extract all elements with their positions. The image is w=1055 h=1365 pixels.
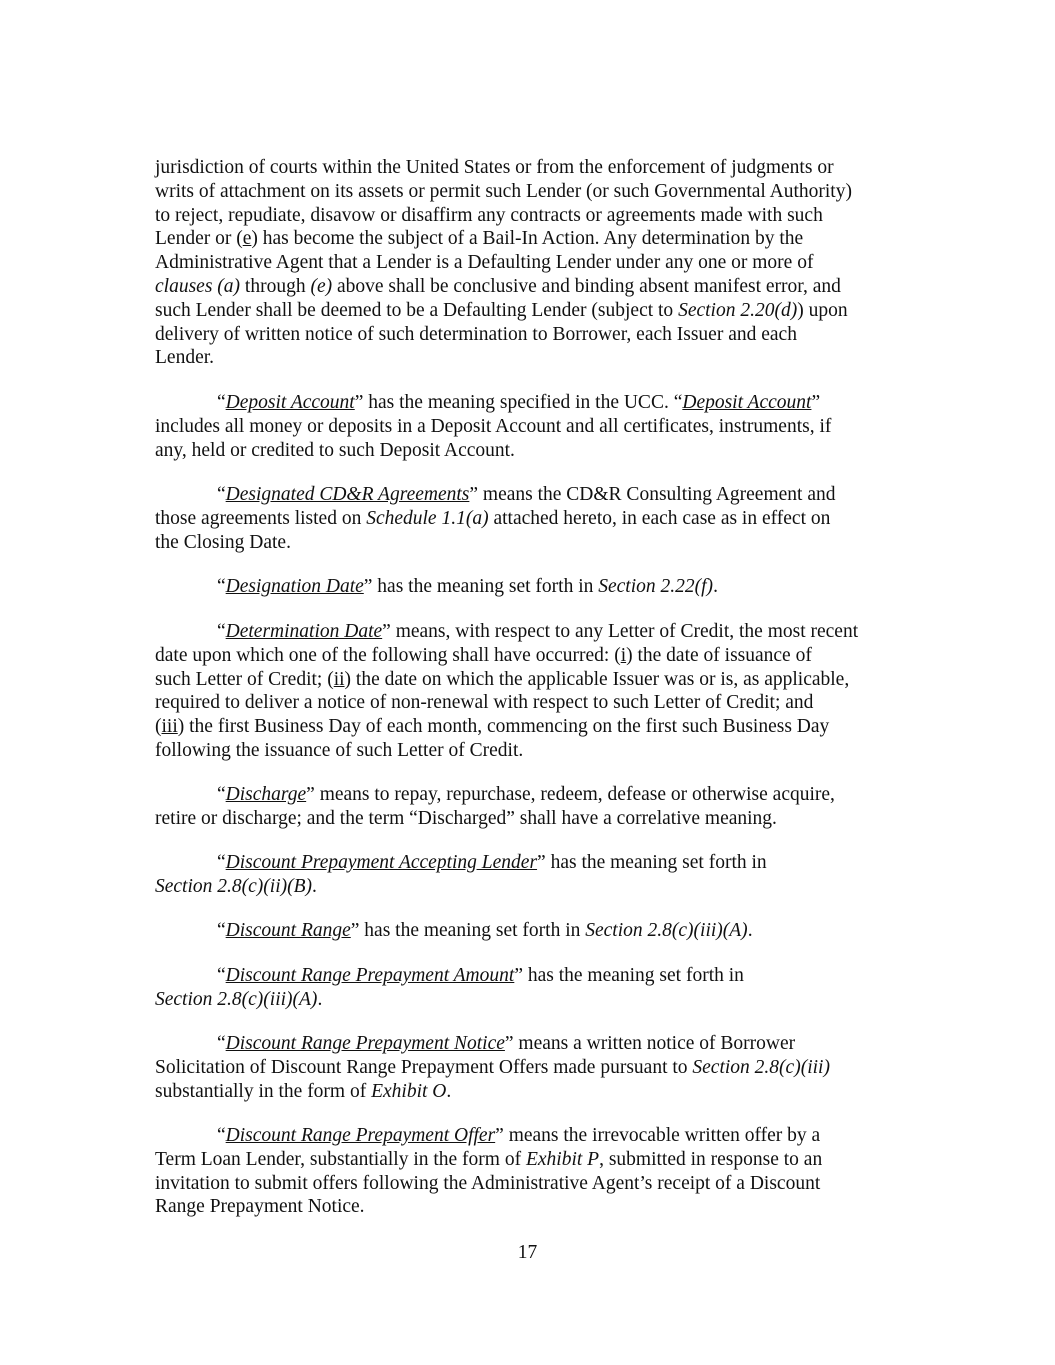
clause-reference: e <box>242 228 252 250</box>
text-fragment: . <box>446 1080 452 1102</box>
text-fragment: Term Loan Lender, substantially in the form of <box>155 1148 526 1170</box>
text-line <box>155 988 907 1012</box>
text-line <box>155 783 907 807</box>
text-line <box>155 483 907 507</box>
text-line <box>155 875 907 899</box>
definition-deposit-account <box>155 391 907 462</box>
text-fragment: above shall be conclusive and binding absent manifest error, and <box>332 275 841 297</box>
text-line: jurisdiction of courts within the United States or from the enforcement of judgments or <box>155 157 834 178</box>
text-fragment: ” has the meaning set forth in <box>350 920 586 941</box>
text-line <box>155 1124 907 1148</box>
text-line <box>155 1080 907 1104</box>
defined-term: Deposit Account <box>225 392 355 413</box>
section-reference: Section 2.8(c)(ii)(B) <box>155 875 313 897</box>
definition-discount-range <box>155 919 907 943</box>
defined-term: Discount Range <box>225 920 351 941</box>
text-fragment: Solicitation of Discount Range Prepayment Offers made pursuant to <box>155 1056 693 1078</box>
definition-designation-date <box>155 575 907 599</box>
text-line: writs of attachment on its assets or permit such Lender (or such Governmental Authority) <box>155 180 852 202</box>
text-fragment: ” <box>811 392 821 413</box>
definition-discount-prepayment-accepting-lender <box>155 851 907 899</box>
text-fragment: “ <box>217 920 226 941</box>
text-fragment: ” means, with respect to any Letter of Credit, the most recent <box>382 621 859 642</box>
text-fragment: through <box>240 275 311 297</box>
text-fragment: “ <box>217 1033 226 1054</box>
text-fragment: “ <box>217 784 226 805</box>
clause-reference: i <box>620 644 627 666</box>
text-fragment: ” means the CD&R Consulting Agreement and <box>469 484 836 505</box>
text-fragment: , submitted in response to an <box>599 1148 823 1170</box>
text-line <box>155 391 907 415</box>
text-fragment: ) the date of issuance of <box>626 644 812 666</box>
text-line <box>155 1056 907 1080</box>
text-line: delivery of written notice of such determination to Borrower, each Issuer and each <box>155 323 797 345</box>
section-reference: Section 2.20(d) <box>678 299 798 321</box>
clause-reference: clauses (a) <box>155 275 241 297</box>
text-fragment: “ <box>217 484 226 505</box>
text-fragment: ( <box>155 716 162 738</box>
text-fragment: such Letter of Credit; ( <box>155 668 334 690</box>
section-reference: Section 2.8(c)(iii)(A) <box>155 988 318 1010</box>
text-fragment: “ <box>217 621 226 642</box>
section-reference: Section 2.22(f) <box>598 576 714 597</box>
text-line: Range Prepayment Notice. <box>155 1196 365 1218</box>
text-line <box>155 575 907 599</box>
text-line: any, held or credited to such Deposit Account. <box>155 439 515 461</box>
clause-reference: iii <box>161 716 178 738</box>
text-line <box>155 620 907 644</box>
text-fragment: ) the date on which the applicable Issuer was or is, as applicable, <box>344 668 850 690</box>
definition-designated-cdr-agreements <box>155 483 907 554</box>
schedule-reference: Schedule 1.1(a) <box>366 507 489 529</box>
text-line <box>155 644 907 668</box>
section-reference: Section 2.8(c)(iii) <box>692 1056 830 1078</box>
section-reference: Section 2.8(c)(iii)(A) <box>585 920 748 941</box>
defined-term: Designation Date <box>225 576 364 597</box>
text-line: following the issuance of such Letter of Credit. <box>155 739 524 761</box>
text-line: to reject, repudiate, disavow or disaffirm any contracts or agreements made with such <box>155 204 823 226</box>
text-fragment: ) upon <box>797 299 848 321</box>
exhibit-reference: Exhibit P <box>525 1148 600 1170</box>
text-fragment: ” means a written notice of Borrower <box>504 1033 796 1054</box>
text-fragment: . <box>312 875 317 897</box>
text-line: invitation to submit offers following the Administrative Agent’s receipt of a Discount <box>155 1172 821 1194</box>
clause-reference: (e) <box>310 275 333 297</box>
text-fragment: substantially in the form of <box>155 1080 372 1102</box>
text-fragment: those agreements listed on <box>155 507 367 529</box>
text-fragment: . <box>713 576 718 597</box>
text-line: retire or discharge; and the term “Discharged” shall have a correlative meaning. <box>155 807 777 829</box>
text-fragment: attached hereto, in each case as in effect on <box>488 507 831 529</box>
text-line <box>155 851 907 875</box>
text-line: Administrative Agent that a Lender is a Defaulting Lender under any one or more of <box>155 252 814 274</box>
text-line <box>155 919 907 943</box>
page-number: 17 <box>517 1242 538 1263</box>
text-line <box>155 1148 907 1172</box>
text-fragment: ” has the meaning set forth in <box>363 576 599 597</box>
text-fragment: ” has the meaning set forth in <box>514 965 744 986</box>
text-line <box>155 964 907 988</box>
text-fragment: ” means to repay, repurchase, redeem, defease or otherwise acquire, <box>306 784 835 805</box>
text-fragment: such Lender shall be deemed to be a Defaulting Lender (subject to <box>155 299 679 321</box>
defined-term: Discount Range Prepayment Notice <box>225 1033 505 1054</box>
definition-discount-range-prepayment-notice <box>155 1032 907 1103</box>
text-fragment: ” has the meaning set forth in <box>537 852 767 873</box>
defined-term: Discount Prepayment Accepting Lender <box>225 852 538 873</box>
text-line <box>155 299 907 323</box>
text-fragment: ) the first Business Day of each month, commencing on the first such Business Day <box>177 716 830 738</box>
text-fragment: Lender or ( <box>155 228 243 250</box>
definition-discount-range-prepayment-offer <box>155 1124 907 1219</box>
defined-term: Deposit Account <box>682 392 812 413</box>
text-line <box>155 1032 907 1056</box>
text-line <box>155 275 907 299</box>
text-fragment: . <box>747 920 753 941</box>
text-line <box>155 715 907 739</box>
text-fragment: ” has the meaning specified in the UCC. “ <box>354 392 683 413</box>
text-line: the Closing Date. <box>155 531 291 553</box>
text-line: required to deliver a notice of non-renewal with respect to such Letter of Credit; and <box>155 692 814 714</box>
defined-term: Designated CD&R Agreements <box>225 484 470 505</box>
text-fragment: “ <box>217 1125 226 1146</box>
text-fragment: “ <box>217 965 226 986</box>
definition-determination-date <box>155 620 907 763</box>
text-fragment: “ <box>217 392 226 413</box>
text-line: Lender. <box>155 347 215 369</box>
text-fragment: . <box>317 988 323 1010</box>
text-line <box>155 227 907 251</box>
text-fragment: ) has become the subject of a Bail-In Action. Any determination by the <box>251 228 804 250</box>
clause-reference: ii <box>333 668 345 690</box>
exhibit-reference: Exhibit O <box>371 1080 447 1102</box>
defined-term: Discount Range Prepayment Amount <box>225 965 515 986</box>
defined-term: Discount Range Prepayment Offer <box>225 1125 496 1146</box>
definition-discharge <box>155 783 907 831</box>
text-fragment: “ <box>217 852 226 873</box>
text-fragment: “ <box>217 576 226 597</box>
defined-term: Discharge <box>225 784 307 805</box>
text-line <box>155 507 907 531</box>
definition-discount-range-prepayment-amount <box>155 964 907 1012</box>
paragraph-defaulting-lender-continuation <box>155 156 907 370</box>
text-fragment: date upon which one of the following shall have occurred: ( <box>155 644 621 666</box>
defined-term: Determination Date <box>225 621 383 642</box>
text-line: includes all money or deposits in a Deposit Account and all certificates, instruments, if <box>155 415 832 437</box>
text-line <box>155 668 907 692</box>
text-fragment: ” means the irrevocable written offer by a <box>495 1125 821 1146</box>
